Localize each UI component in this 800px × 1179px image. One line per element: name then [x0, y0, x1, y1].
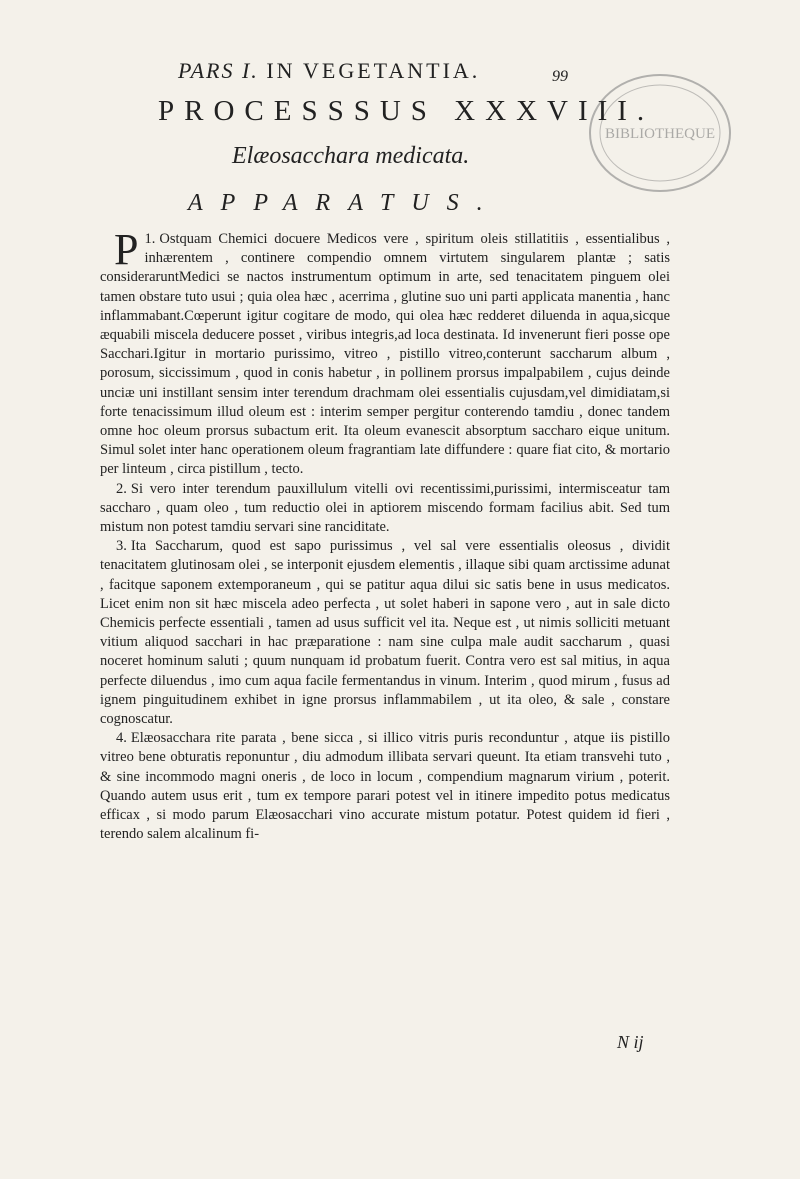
signature-mark: N ij — [617, 1032, 644, 1052]
page-number: 99 — [552, 68, 568, 85]
paragraph-4 — [100, 729, 670, 844]
running-head — [178, 58, 480, 84]
stamp-text: BIBLIOTHEQUE — [605, 126, 715, 142]
paragraph-text: Elæosacchara rite parata , bene sicca , si illico vitris puris reconduntur , atque iis pistillo vitreo bene obturatis reponuntur , diu admodum illibata servari queunt. Ita etiam transvehi tuto , & sine incommodo magni oneris , de loco in locum , compendium magnarum virium , poterit. Quando autem usus erit , tum ex tempore parari potest vel in itinere impedito potus medicatus efficax , si modo parum Elæosacchari vino accurate mistum potatur. Potest quidem id fieri , terendo salem alcalinum fi- — [100, 730, 670, 843]
running-head-pars-num: I. — [241, 58, 259, 83]
apparatus-heading: APPARATUS. — [188, 190, 501, 216]
running-head-in: IN — [266, 58, 296, 83]
paragraph-text: Ostquam Chemici docuere Medicos vere , spiritum oleis stillatitiis , essentialibus , inhærentem , continere compendio omnem virtutem singularem plantæ ; satis consideraruntMedici se nactos instrumentum optimum in arte, sed tenacitatem pinguem olei tamen obstare tuto usui ; quia olea hæc , acerrima , glutine suo uni parti applicata manentia , hanc inflammabant.Cœperunt igitur cogitare de modo, qui olea hæc redderet diluenda in aqua,sicque æquabili miscela deducere posset , viribus integris,ad loca destinata. Id invenerunt fieri posse ope Sacchari.Igitur in mortario purissimo, vitreo , pistillo vitreo,conterunt saccharum album , porosum, siccissimum , quod in conis habetur , in pollinem prorsus impalpabilem , cujus deinde unciæ uni instillant sensim inter terendum drachmam olei essentialis cujusdam,vel dimidiatam,si forte tenacissimum illud oleum est : interim semper pergitur conterendo tamdiu , donec tandem omne hoc oleum prorsus subactum erit. Ita oleum evanescit absorptum saccharo eique unitum. Simul solet inter hanc operationem oleum fragrantiam late diffundere : quare fiat cito, & mortario per linteum , circa pistillum , tecto. — [100, 231, 670, 478]
paragraph-3 — [100, 537, 670, 729]
paragraph-number: 2. — [116, 480, 127, 497]
running-head-section: VEGETANTIA. — [303, 58, 481, 83]
paragraph-text: Si vero inter terendum pauxillulum vitelli ovi recentissimi,purissimi, intermisceatur tam saccharo , quam oleo , tum reductio olei in aptiorem miscendo formam facilius abit. Sed tum mistum non potest tamdiu servari sine ranciditate. — [100, 480, 670, 536]
paragraph-number: 3. — [116, 538, 127, 555]
running-head-pars: PARS — [178, 58, 235, 83]
library-stamp — [578, 66, 736, 200]
paragraph-text: Ita Saccharum, quod est sapo purissimus , vel sal vere essentialis oleosus , dividit tenacitatem glutinosam olei , se interponit ejusdem elementis , illaque sibi quam arctissime adunat , facitque saponem extemporaneum , qui se patitur aqua dilui sic satis bene in usus medicatos. Licet enim non sit hæc miscela adeo perfecta , ut solet haberi in sapone vero , aut in sale dicto Chemicis perfecte essentiali , tamen ad usus sufficit vel ita. Neque est , ut nimis solliciti metuant vitium aliquod sacchari in hac præparatione : nam sine culpa male audit saccharum , quasi noceret hominum saluti ; quum nunquam id probatum fuerit. Contra vero est sal mitius, in aqua perfecte diluendus , imo cum aqua facile fermentandus in vinum. Interim , quod mirum , fusus ad ignem pinguitudinem exhibet in igne prorsus inflammabilem , ut ita oleo, & sale , constare cognoscatur. — [100, 538, 670, 728]
paragraph-number: 1. — [144, 231, 156, 247]
body-text — [100, 225, 670, 845]
paragraph-1 — [100, 225, 670, 480]
paragraph-2 — [100, 480, 670, 538]
chapter-subtitle: Elæosacchara medicata. — [232, 143, 470, 169]
drop-cap: P — [114, 225, 139, 274]
paragraph-number: 4. — [116, 730, 127, 747]
chapter-title: PROCESSSUS XXXVIII. — [158, 95, 655, 127]
